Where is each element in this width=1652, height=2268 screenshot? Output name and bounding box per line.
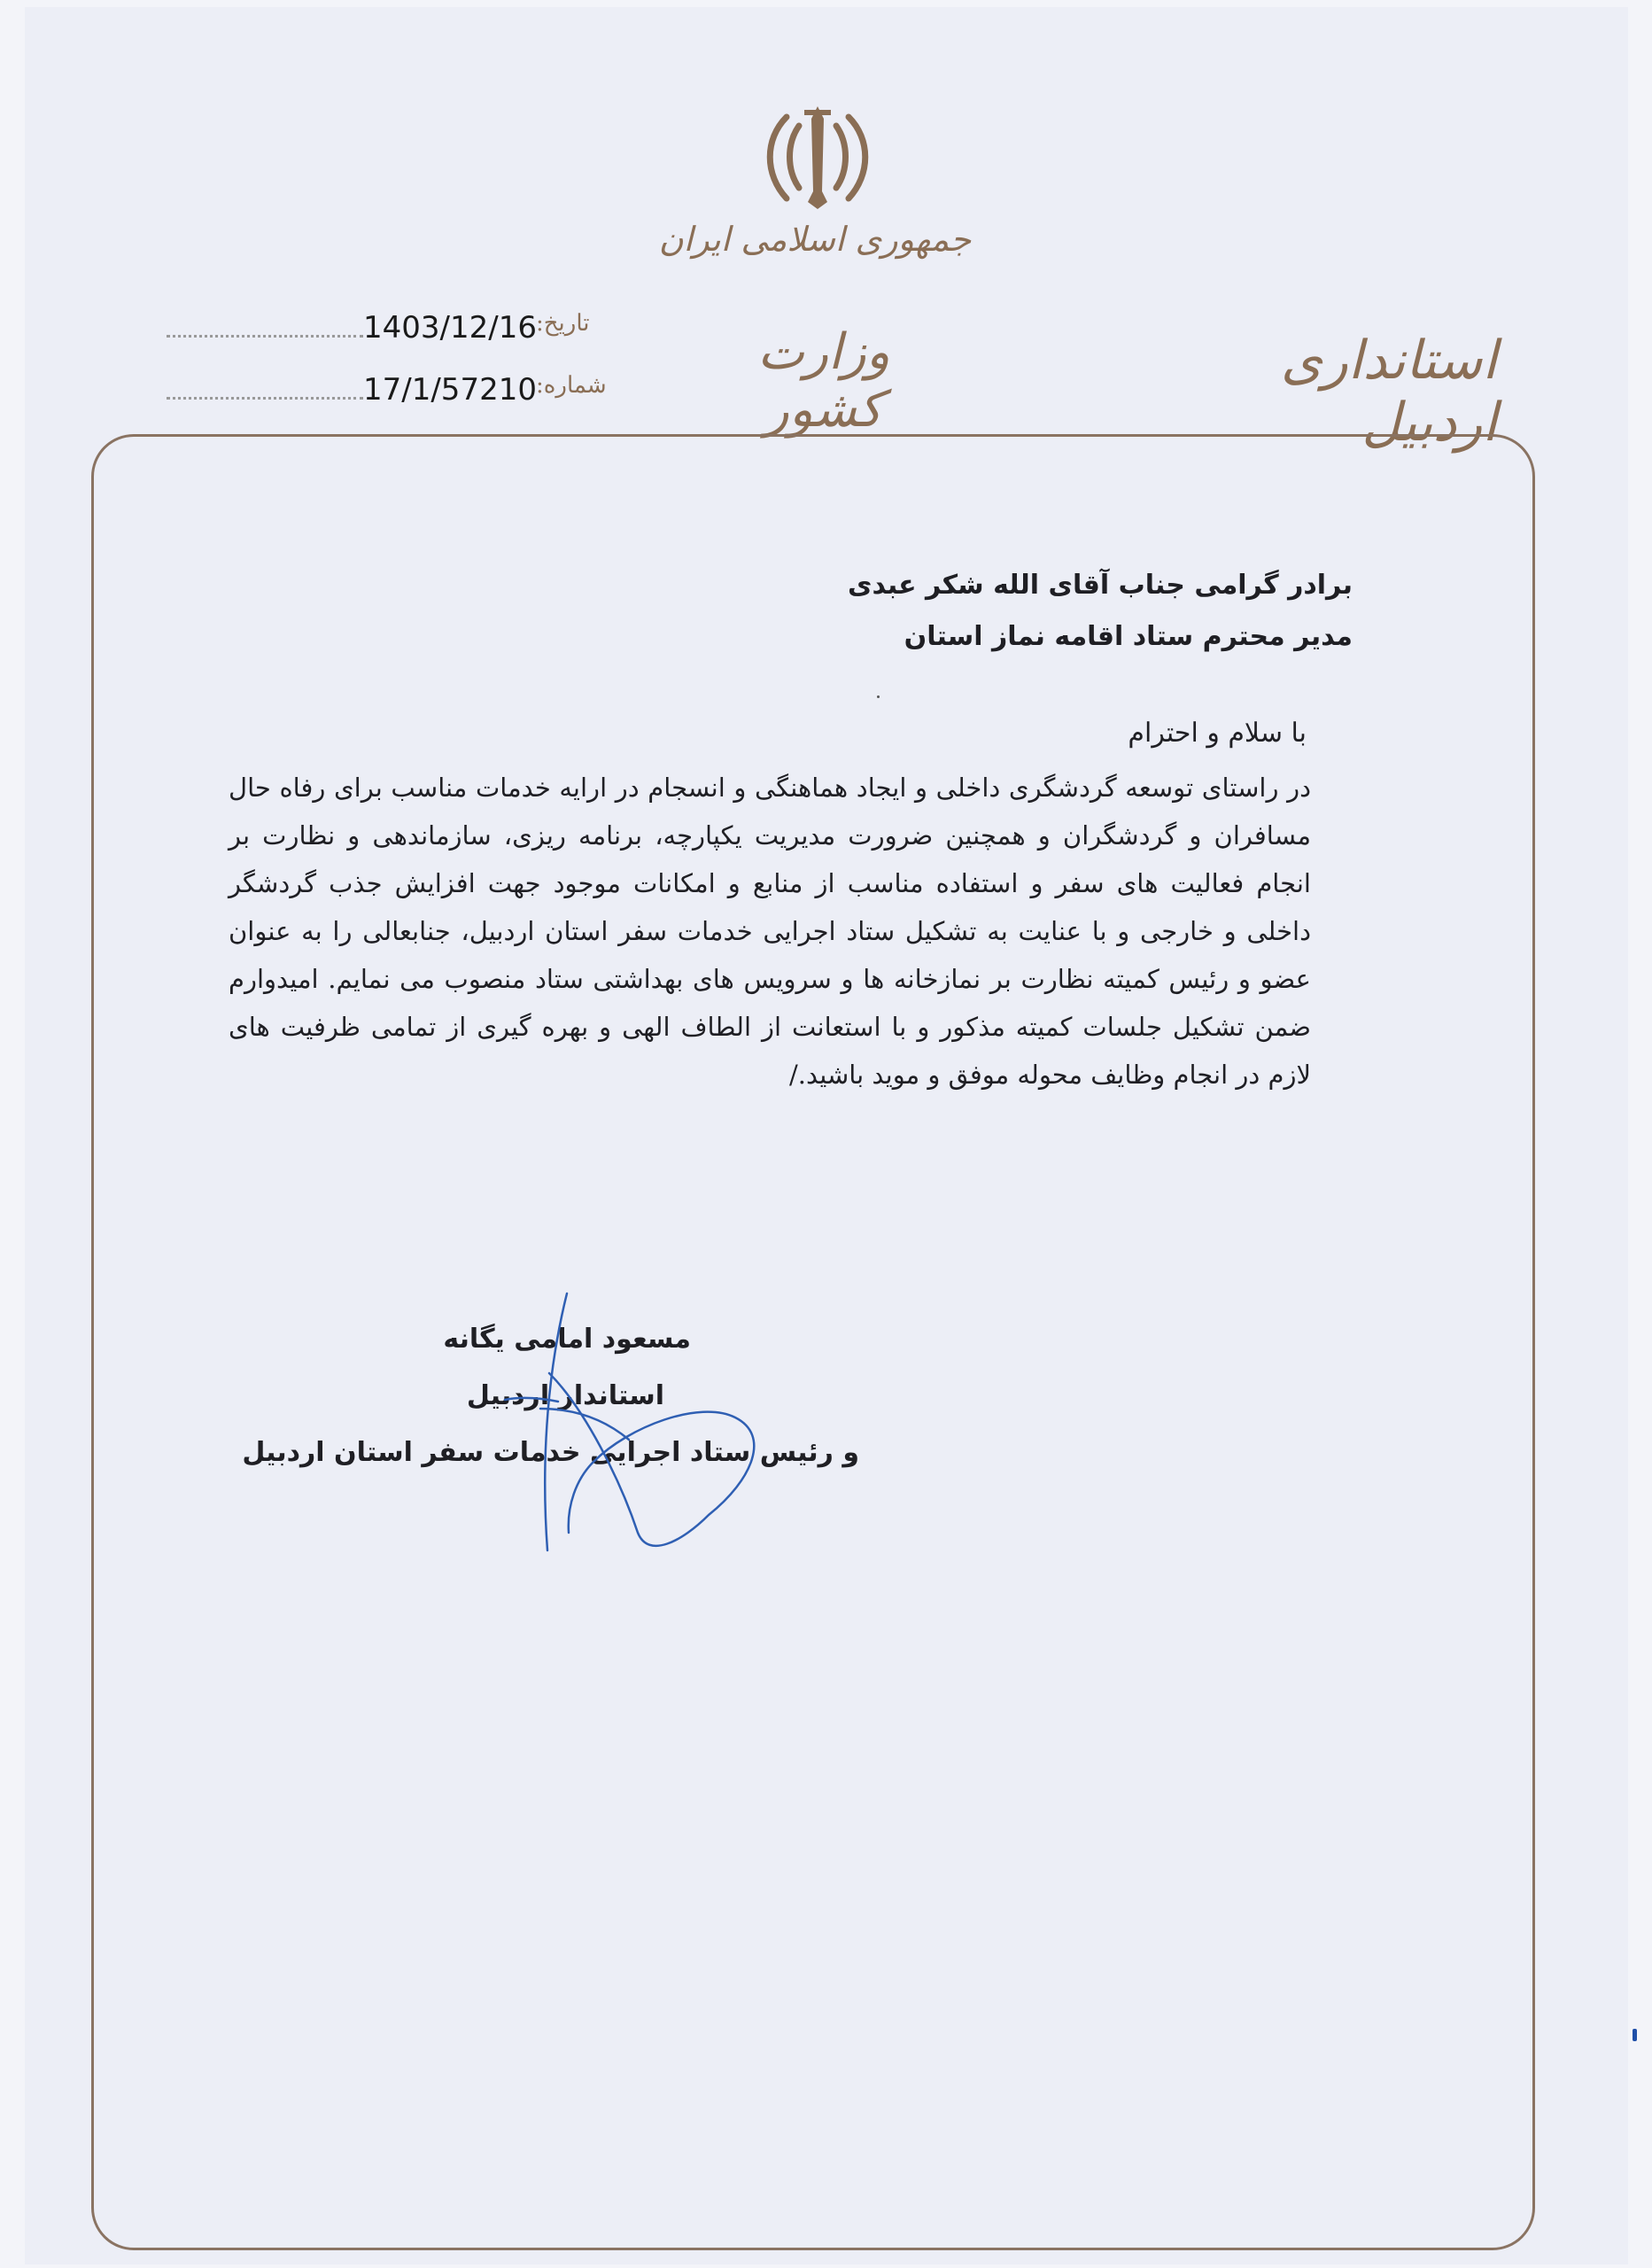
recipient-name: برادر گرامی جناب آقای الله شکر عبدی bbox=[848, 570, 1353, 601]
edge-mark bbox=[1633, 2029, 1637, 2041]
number-row bbox=[133, 372, 607, 416]
number-dots bbox=[167, 397, 363, 400]
recipient-title: مدیر محترم ستاد اقامه نماز استان bbox=[904, 621, 1353, 652]
number-value: 17/1/57210 bbox=[363, 372, 537, 408]
iran-emblem-icon bbox=[760, 99, 875, 214]
signer-title: استاندار اردبیل bbox=[466, 1380, 664, 1411]
date-value: 1403/12/16 bbox=[363, 310, 537, 346]
republic-title: جمهوری اسلامی ایران bbox=[658, 220, 972, 259]
date-row bbox=[133, 310, 590, 354]
signer-role: و رئیس ستاد اجرایی خدمات سفر استان اردبیل bbox=[242, 1437, 859, 1468]
recipient-block bbox=[555, 560, 1353, 663]
letter-body: در راستای توسعه گردشگری داخلی و ایجاد هماهنگی و انسجام در ارایه خدمات مناسب برای رفاه حال مسافران و گردشگران و همچنین ضرورت مدیریت یکپارچه، برنامه ریزی، سازماندهی و نظارت بر انجام فعالیت های سفر و استفاده مناسب از منابع و امکانات موجود جهت افزایش جذب گردشگر داخلی و خارجی و با عنایت به تشکیل ستاد اجرایی خدمات سفر استان اردبیل، جنابعالی را به عنوان عضو و رئیس کمیته نظارت بر نمازخانه ها و سرویس های بهداشتی ستاد منصوب می نمایم. امیدوارم ضمن تشکیل جلسات کمیته مذکور و با استعانت از الطاف الهی و بهره گیری از تمامی ظرفیت های لازم در انجام وظایف محوله موفق و موید باشید./ bbox=[229, 773, 1311, 1090]
signer-name: مسعود امامی یگانه bbox=[443, 1324, 691, 1355]
date-dots bbox=[167, 335, 363, 338]
greeting: با سلام و احترام bbox=[1128, 718, 1307, 749]
province-title: استانداری اردبیل bbox=[1280, 330, 1497, 454]
signature-icon bbox=[416, 1276, 788, 1568]
date-label: تاریخ: bbox=[536, 310, 590, 337]
number-label: شماره: bbox=[536, 372, 607, 399]
ministry-title: وزارت کشور bbox=[757, 323, 890, 439]
paper-speck bbox=[877, 695, 880, 698]
